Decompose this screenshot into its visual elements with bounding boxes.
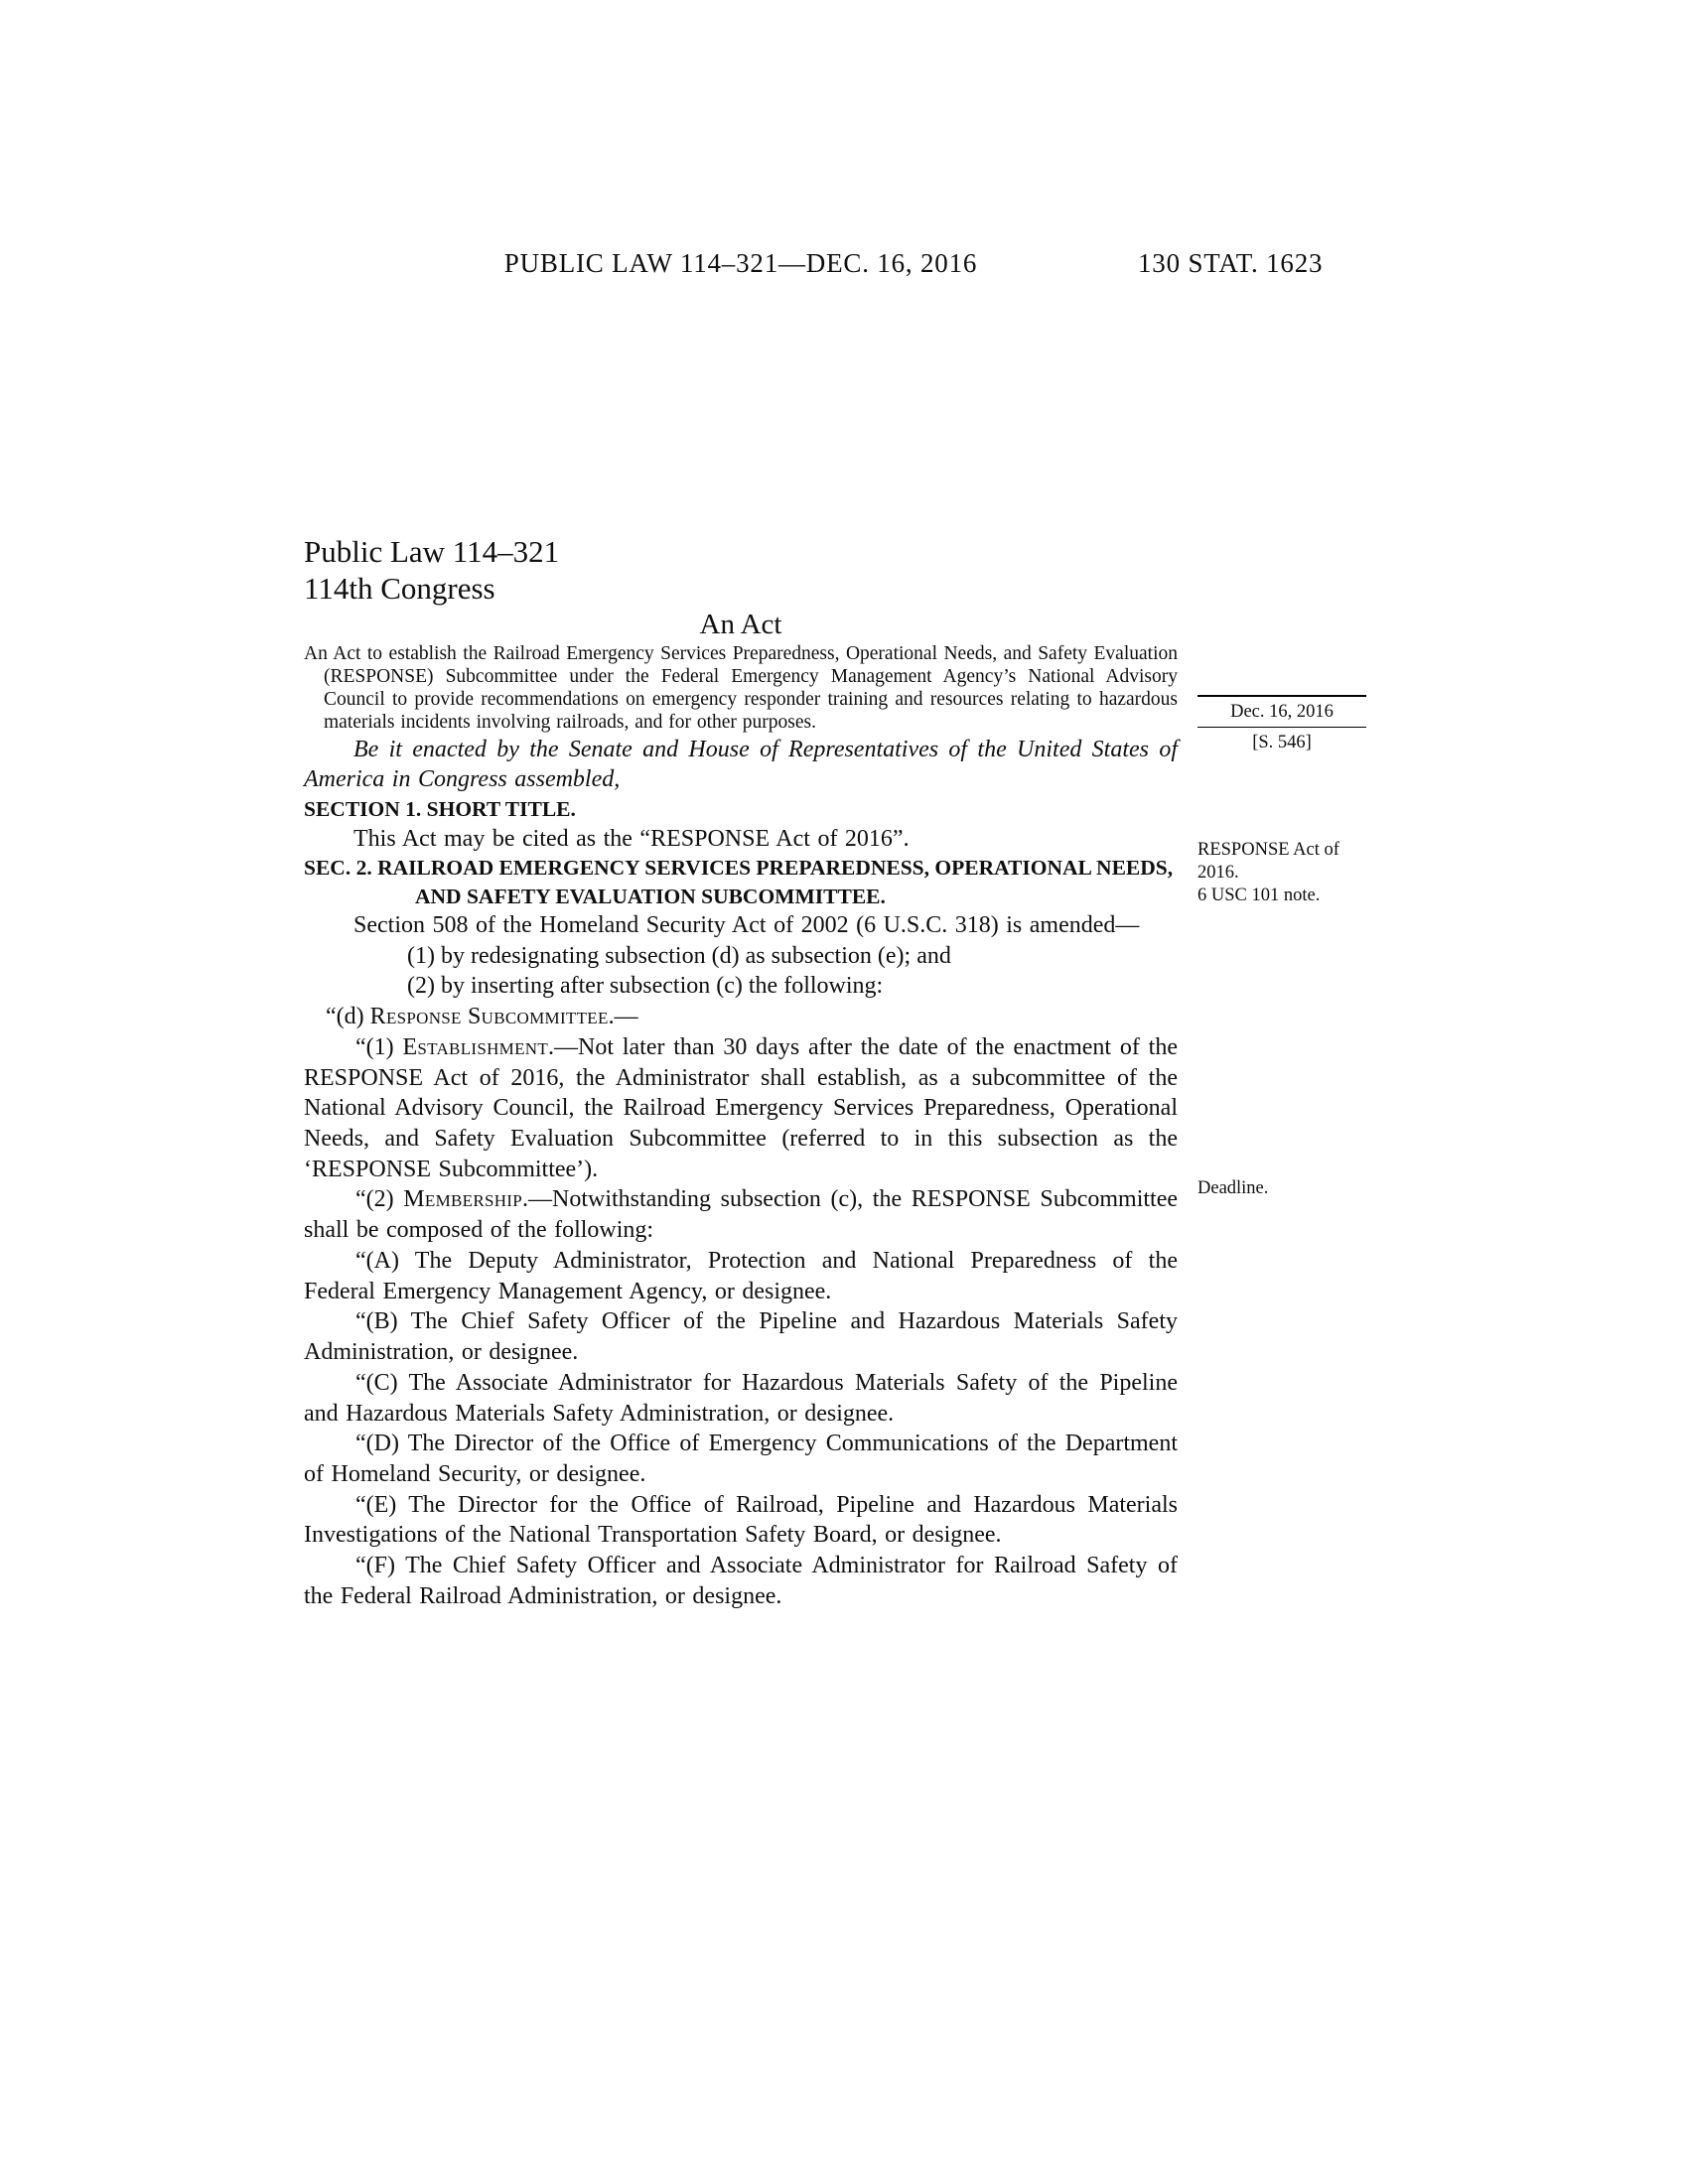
paragraph-text: Not later than 30 days after the date of the enactment of the RESPONSE Act of 2016, the Administrator shall establish, as a subcommittee of the National Advisory Council, the Railroad Emergency Services Preparedness, Operational Needs, and Safety Evaluation Subcommittee (referred to in this subsection as the ‘RESPONSE Subcommittee’).: [304, 1033, 1178, 1182]
usc-note: 6 USC 101 note.: [1197, 885, 1321, 905]
quote-open: “(2): [355, 1186, 404, 1213]
law-number-heading: Public Law 114–321: [304, 534, 560, 569]
bill-number: [S. 546]: [1252, 732, 1312, 752]
subparagraph-F: “(F) The Chief Safety Officer and Associate Administrator for Railroad Safety of the Federal Railroad Administration, or designee.: [304, 1553, 1178, 1609]
short-title-note: RESPONSE Act of 2016.: [1197, 840, 1339, 883]
stat-citation: 130 STAT. 1623: [1138, 248, 1324, 278]
paragraph-caption: Establishment: [402, 1033, 549, 1060]
subparagraph-D: “(D) The Director of the Office of Emergency Communications of the Department of Homeland Security, or designee.: [304, 1431, 1178, 1487]
preamble: An Act to establish the Railroad Emergency Services Preparedness, Operational Needs, and Safety Evaluation (RESPONSE) Subcommittee under the Federal Emergency Management Agency’s National Advisory Council to provide recommendations on emergency responder training and resources relating to hazardous materials incidents involving railroads, and for other purposes.: [304, 643, 1178, 733]
subsection-caption: Response Subcommittee: [369, 1004, 609, 1030]
subparagraph-E: “(E) The Director for the Office of Railroad, Pipeline and Hazardous Materials Investigations of the National Transportation Safety Board, or designee.: [304, 1491, 1178, 1549]
deadline-note: Deadline.: [1197, 1178, 1269, 1198]
paragraph-1-establishment: [304, 1032, 1178, 1185]
act-label: An Act: [699, 609, 782, 641]
subparagraph-B: “(B) The Chief Safety Officer of the Pipeline and Hazardous Materials Safety Administration, or designee.: [304, 1308, 1178, 1366]
margin-note-deadline: [1197, 1177, 1366, 1200]
subparagraph-A: “(A) The Deputy Administrator, Protection and National Preparedness of the Federal Emergency Management Agency, or designee.: [304, 1247, 1178, 1304]
quote-open: “(d): [326, 1004, 370, 1030]
running-head-title: PUBLIC LAW 114–321—DEC. 16, 2016: [503, 248, 978, 278]
margin-note-date: [1197, 695, 1366, 754]
section1-text: This Act may be cited as the “RESPONSE Act of 2016”.: [353, 825, 910, 852]
caption-dash: .—: [548, 1033, 579, 1060]
margin-note-short-title: [1197, 839, 1366, 907]
paragraph-text: Notwithstanding subsection (c), the RESPONSE Subcommittee shall be composed of the following:: [304, 1186, 1178, 1244]
text-column: [304, 533, 1178, 1612]
subsection-d-heading: [304, 1002, 1178, 1032]
section1-heading: SECTION 1. SHORT TITLE.: [304, 797, 576, 822]
enacting-clause: Be it enacted by the Senate and House of Representatives of the United States of America in Congress assembled,: [304, 736, 1178, 793]
congress-line: 114th Congress: [304, 571, 495, 607]
amendment-clause-1: (1) by redesignating subsection (d) as subsection (e); and: [407, 942, 951, 969]
caption-dash: .—: [522, 1186, 552, 1213]
paragraph-caption: Membership: [403, 1186, 522, 1213]
amendment-clause-2: (2) by inserting after subsection (c) the following:: [407, 973, 884, 1000]
section2-heading: SEC. 2. RAILROAD EMERGENCY SERVICES PREPAREDNESS, OPERATIONAL NEEDS, AND SAFETY EVALUATION SUBCOMMITTEE.: [304, 856, 1174, 908]
caption-dash: .—: [608, 1004, 638, 1030]
enactment-date: Dec. 16, 2016: [1197, 695, 1366, 728]
quote-open: “(1): [355, 1033, 403, 1060]
amendment-intro: Section 508 of the Homeland Security Act of 2002 (6 U.S.C. 318) is amended—: [353, 912, 1140, 939]
paragraph-2-membership: [304, 1184, 1178, 1245]
subparagraph-C: “(C) The Associate Administrator for Hazardous Materials Safety of the Pipeline and Hazardous Materials Safety Administration, or designee.: [304, 1369, 1178, 1427]
